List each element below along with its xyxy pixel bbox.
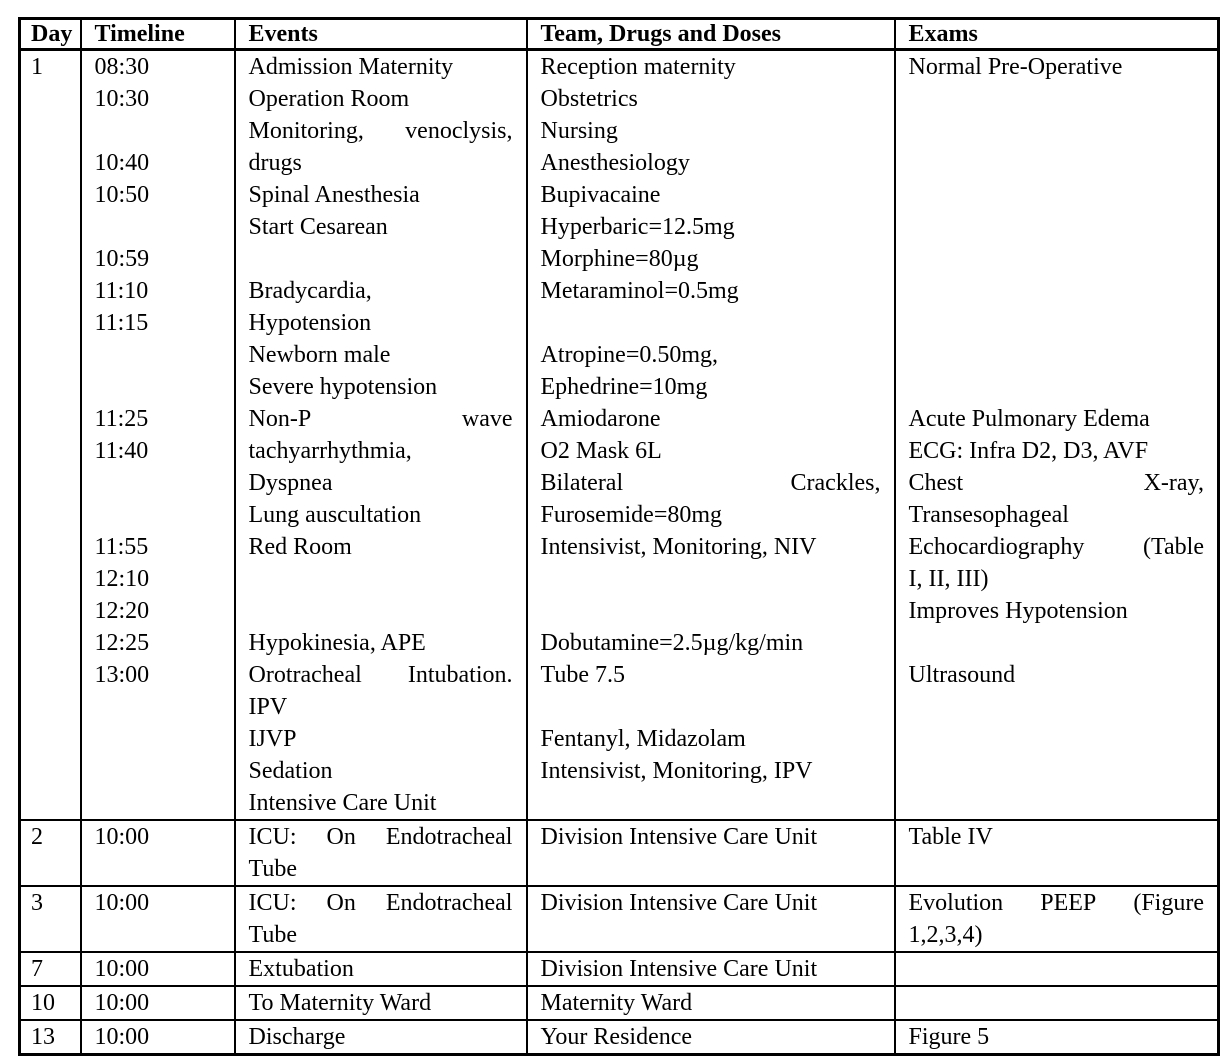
cell-line: Ephedrine=10mg	[540, 374, 708, 400]
cell-line: Normal Pre-Operative	[908, 54, 1123, 80]
cell-line	[249, 659, 513, 691]
cell-line	[909, 787, 1205, 819]
col-header-team-drugs-doses: Team, Drugs and Doses	[527, 19, 895, 50]
cell-exams	[895, 820, 1219, 886]
cell-line: ECG: Infra D2, D3, AVF	[908, 438, 1149, 464]
cell-day	[20, 1020, 81, 1055]
cell-line	[909, 179, 1205, 211]
cell-line: Intensivist, Monitoring, NIV	[540, 534, 817, 560]
cell-line	[909, 147, 1205, 179]
cell-line: 1	[31, 54, 43, 80]
cell-events	[235, 886, 527, 952]
cell-line: 10:00	[94, 1024, 150, 1050]
cell-line: 08:30	[94, 54, 150, 80]
cell-line: Ultrasound	[908, 662, 1016, 688]
cell-line	[541, 467, 881, 499]
cell-line: Intensivist, Monitoring, IPV	[540, 758, 813, 784]
cell-team	[527, 986, 895, 1020]
cell-line: Amiodarone	[540, 406, 661, 432]
cell-line: Spinal Anesthesia	[248, 182, 420, 208]
table-body	[20, 50, 1219, 1055]
cell-line: Anesthesiology	[540, 150, 690, 176]
cell-line	[909, 627, 1205, 659]
cell-line: Tube 7.5	[540, 662, 625, 688]
cell-line	[541, 307, 881, 339]
cell-line	[95, 723, 221, 755]
cell-day	[20, 886, 81, 952]
cell-timeline	[81, 50, 235, 821]
cell-line: Reception maternity	[540, 54, 736, 80]
cell-line	[909, 83, 1205, 115]
cell-line: Bupivacaine	[540, 182, 661, 208]
cell-line: Admission Maternity	[248, 54, 454, 80]
cell-exams	[895, 986, 1219, 1020]
cell-line-word: Crackles,	[790, 470, 881, 496]
cell-exams	[895, 1020, 1219, 1055]
cell-line: Hyperbaric=12.5mg	[540, 214, 735, 240]
cell-line: Newborn male	[248, 342, 391, 368]
cell-line	[95, 499, 221, 531]
cell-line-word: PEEP	[1040, 890, 1097, 916]
cell-line: Transesophageal	[908, 502, 1069, 528]
cell-team	[527, 820, 895, 886]
cell-events	[235, 1020, 527, 1055]
cell-line: 10:00	[94, 990, 150, 1016]
col-header-timeline: Timeline	[81, 19, 235, 50]
cell-timeline	[81, 952, 235, 986]
cell-line	[909, 987, 1205, 1019]
cell-line	[95, 371, 221, 403]
cell-timeline	[81, 1020, 235, 1055]
cell-line	[909, 691, 1205, 723]
cell-line-word: wave	[461, 406, 513, 432]
cell-line: Division Intensive Care Unit	[540, 824, 818, 850]
cell-line: Lung auscultation	[248, 502, 422, 528]
cell-line-word: Endotracheal	[385, 824, 513, 850]
cell-line	[249, 887, 513, 919]
cell-events	[235, 952, 527, 986]
cell-line: 1,2,3,4)	[908, 922, 983, 948]
cell-line	[541, 787, 881, 819]
cell-line	[249, 563, 513, 595]
cell-line: 10:30	[94, 86, 150, 112]
cell-line	[909, 953, 1205, 985]
case-timeline-table	[18, 17, 1220, 1056]
cell-line	[95, 467, 221, 499]
cell-line	[249, 403, 513, 435]
cell-line: Fentanyl, Midazolam	[540, 726, 746, 752]
cell-exams	[895, 952, 1219, 986]
header-row	[20, 19, 1219, 50]
cell-line: 2	[31, 824, 43, 850]
cell-line: 13:00	[94, 662, 150, 688]
cell-line: Start Cesarean	[248, 214, 388, 240]
cell-line	[95, 787, 221, 819]
cell-line: 10:59	[94, 246, 150, 272]
cell-day	[20, 820, 81, 886]
cell-line-word: X-ray,	[1143, 470, 1204, 496]
cell-line: drugs	[248, 150, 302, 176]
cell-line-word: Chest	[908, 470, 964, 496]
cell-line-word: Non-P	[248, 406, 312, 432]
cell-line: Division Intensive Care Unit	[540, 956, 818, 982]
cell-line: 12:25	[94, 630, 150, 656]
cell-line	[909, 307, 1205, 339]
table-row	[20, 1020, 1219, 1055]
cell-line	[541, 563, 881, 595]
cell-line: Nursing	[540, 118, 618, 144]
cell-line-word: Orotracheal	[248, 662, 362, 688]
cell-events	[235, 986, 527, 1020]
cell-line-word: On	[326, 824, 356, 850]
cell-line: 10:00	[94, 956, 150, 982]
table-row	[20, 820, 1219, 886]
cell-line	[541, 595, 881, 627]
cell-line-word: ICU:	[248, 890, 297, 916]
cell-line	[95, 755, 221, 787]
cell-timeline	[81, 986, 235, 1020]
cell-line: Obstetrics	[540, 86, 638, 112]
cell-line: 12:10	[94, 566, 150, 592]
cell-line: tachyarrhythmia,	[248, 438, 412, 464]
cell-line: Extubation	[248, 956, 354, 982]
cell-line	[249, 821, 513, 853]
cell-line	[249, 243, 513, 275]
cell-line: 11:25	[94, 406, 149, 432]
cell-line	[249, 595, 513, 627]
cell-events	[235, 50, 527, 821]
cell-line: Maternity Ward	[540, 990, 693, 1016]
cell-team	[527, 886, 895, 952]
cell-line	[909, 371, 1205, 403]
cell-line: 11:10	[94, 278, 149, 304]
cell-line: 13	[31, 1024, 55, 1050]
cell-line: 11:40	[94, 438, 149, 464]
cell-team	[527, 952, 895, 986]
cell-line	[95, 339, 221, 371]
cell-line: 7	[31, 956, 43, 982]
cell-line: Division Intensive Care Unit	[540, 890, 818, 916]
cell-line: 12:20	[94, 598, 150, 624]
cell-line: Sedation	[248, 758, 333, 784]
cell-line: Operation Room	[248, 86, 410, 112]
cell-line: 10:50	[94, 182, 150, 208]
cell-line	[541, 691, 881, 723]
cell-line: 10:00	[94, 824, 150, 850]
cell-line: 10	[31, 990, 55, 1016]
cell-exams	[895, 50, 1219, 821]
cell-line: Morphine=80µg	[540, 246, 699, 272]
cell-day	[20, 50, 81, 821]
cell-line: Discharge	[248, 1024, 346, 1050]
cell-line-word: Monitoring,	[248, 118, 364, 144]
cell-timeline	[81, 886, 235, 952]
cell-team	[527, 1020, 895, 1055]
table-row	[20, 886, 1219, 952]
cell-line: Hypotension	[248, 310, 372, 336]
cell-line: Intensive Care Unit	[248, 790, 437, 816]
table-row	[20, 986, 1219, 1020]
cell-line: Figure 5	[908, 1024, 990, 1050]
cell-line	[909, 115, 1205, 147]
cell-line: Dyspnea	[248, 470, 333, 496]
cell-line: 10:00	[94, 890, 150, 916]
table-row	[20, 952, 1219, 986]
cell-line: Improves Hypotension	[908, 598, 1128, 624]
cell-line: O2 Mask 6L	[540, 438, 662, 464]
cell-line: 11:15	[94, 310, 149, 336]
cell-line	[909, 243, 1205, 275]
cell-line	[909, 723, 1205, 755]
cell-team	[527, 50, 895, 821]
cell-line-word: On	[326, 890, 356, 916]
cell-line: IPV	[248, 694, 288, 720]
cell-line: Dobutamine=2.5µg/kg/min	[540, 630, 804, 656]
cell-line: Bradycardia,	[248, 278, 372, 304]
cell-line-word: Echocardiography	[908, 534, 1085, 560]
cell-timeline	[81, 820, 235, 886]
cell-line: Tube	[248, 922, 297, 948]
cell-line	[909, 467, 1205, 499]
cell-day	[20, 952, 81, 986]
cell-line-word: venoclysis,	[405, 118, 513, 144]
cell-line-word: ICU:	[248, 824, 297, 850]
col-header-events: Events	[235, 19, 527, 50]
cell-line: Your Residence	[540, 1024, 693, 1050]
col-header-day: Day	[20, 19, 81, 50]
cell-line-word: (Figure	[1133, 890, 1204, 916]
cell-line	[95, 115, 221, 147]
col-header-exams: Exams	[895, 19, 1219, 50]
cell-line-word: Bilateral	[540, 470, 624, 496]
cell-exams	[895, 886, 1219, 952]
cell-line: IJVP	[248, 726, 297, 752]
cell-line-word: Intubation.	[407, 662, 513, 688]
cell-line	[909, 755, 1205, 787]
cell-day	[20, 986, 81, 1020]
cell-line: Furosemide=80mg	[540, 502, 723, 528]
cell-line: 11:55	[94, 534, 149, 560]
cell-line	[249, 115, 513, 147]
cell-line	[95, 691, 221, 723]
cell-line: Atropine=0.50mg,	[540, 342, 719, 368]
cell-events	[235, 820, 527, 886]
cell-line	[909, 531, 1205, 563]
cell-line: Tube	[248, 856, 297, 882]
table-header	[20, 19, 1219, 50]
cell-line-word: (Table	[1143, 534, 1204, 560]
cell-line: I, II, III)	[908, 566, 989, 592]
table-row	[20, 50, 1219, 821]
cell-line: Hypokinesia, APE	[248, 630, 426, 656]
cell-line: 10:40	[94, 150, 150, 176]
cell-line	[95, 211, 221, 243]
cell-line-word: Endotracheal	[385, 890, 513, 916]
cell-line	[909, 339, 1205, 371]
cell-line: Table IV	[908, 824, 993, 850]
cell-line: 3	[31, 890, 43, 916]
cell-line	[909, 887, 1205, 919]
cell-line: To Maternity Ward	[248, 990, 432, 1016]
cell-line: Acute Pulmonary Edema	[908, 406, 1150, 432]
cell-line-word: Evolution	[908, 890, 1004, 916]
cell-line: Severe hypotension	[248, 374, 438, 400]
cell-line	[909, 211, 1205, 243]
cell-line	[909, 275, 1205, 307]
cell-line: Metaraminol=0.5mg	[540, 278, 739, 304]
cell-line: Red Room	[248, 534, 352, 560]
